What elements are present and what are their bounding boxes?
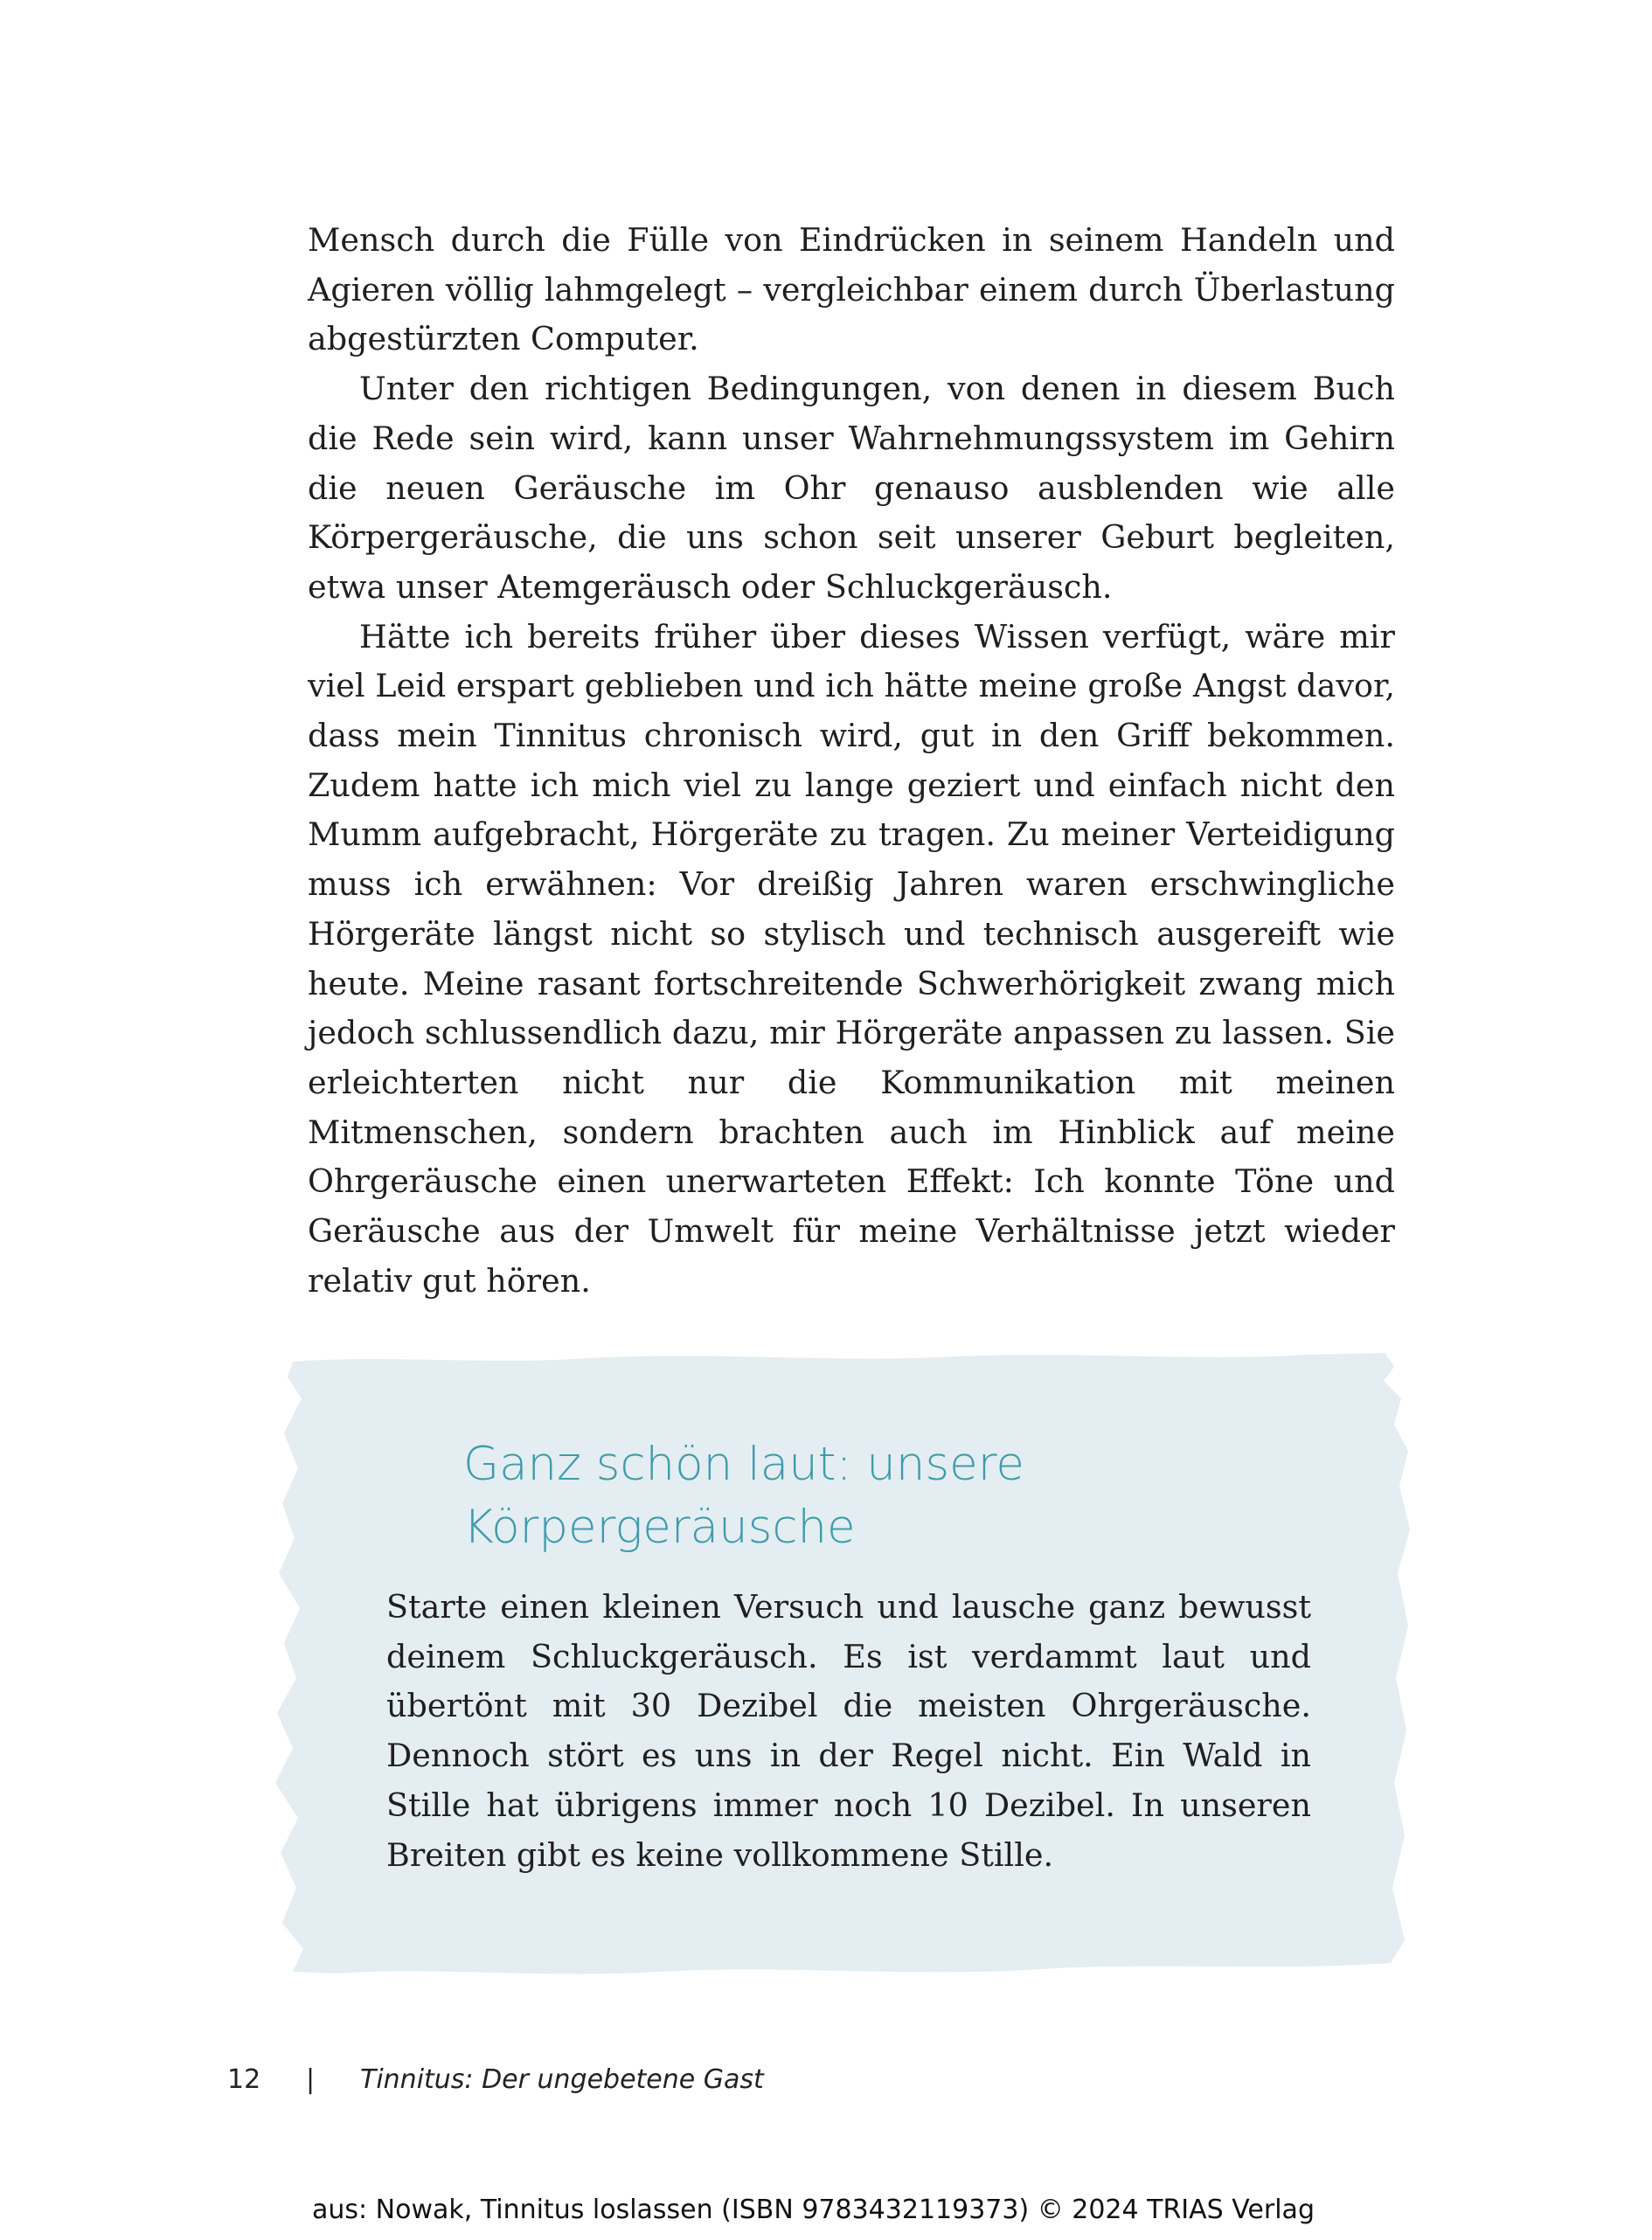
paragraph: Hätte ich bereits früher über dieses Wissen verfügt, wäre mir viel Leid erspart geblieben und ich hätte meine große Angst davor, dass mein Tinnitus chronisch wird, gut in den Griff bekommen. Zudem hatte ich mich viel zu lange geziert und einfach nicht den Mumm aufgebracht, Hörgeräte zu tragen. Zu meiner Verteidigung muss ich erwähnen: Vor dreißig Jahren waren erschwingliche Hörgeräte längst nicht so stylisch und technisch ausgereift wie heute. Meine rasant fortschreitende Schwerhörigkeit zwang mich jedoch schlussendlich dazu, mir Hörgeräte anpassen zu lassen. Sie erleichterten nicht nur die Kommunikation mit meinen Mitmenschen, sondern brachten auch im Hinblick auf meine Ohrgeräusche einen unerwarteten Effekt: Ich konnte Töne und Geräusche aus der Umwelt für meine Verhältnisse jetzt wieder relativ gut hören.: [308, 617, 1395, 1300]
copyright-notice: aus: Nowak, Tinnitus loslassen (ISBN 9783432119373) © 2024 TRIAS Verlag: [312, 2195, 1315, 2225]
paragraph: Mensch durch die Fülle von Eindrücken in seinem Handeln und Agieren völlig lahmgelegt – vergleichbar einem durch Überlastung abgestürzten Computer.: [308, 221, 1395, 358]
infobox-title: Ganz schön laut: unsere Körpergeräusche: [463, 1438, 1024, 1554]
page-number: 12: [227, 2064, 261, 2095]
running-title: Tinnitus: Der ungebetene Gast: [360, 2064, 764, 2095]
infobox-text: Starte einen kleinen Versuch und lausche ganz bewusst deinem Schluckgeräusch. Es ist verdammt laut und übertönt mit 30 Dezibel die meisten Ohrgeräusche. Dennoch stört es uns in der Regel nicht. Ein Wald in Stille hat übrigens immer noch 10 Dezibel. In unseren Breiten gibt es keine vollkommene Stille.: [386, 1588, 1311, 1874]
page-footer: [227, 2063, 764, 2098]
main-text: [308, 216, 1395, 1306]
paragraph: Unter den richtigen Bedingungen, von denen in diesem Buch die Rede sein wird, kann unser Wahrnehmungssystem im Gehirn die neuen Geräusche im Ohr genauso ausblenden wie alle Körpergeräusche, die uns schon seit unserer Geburt begleiten, etwa unser Atemgeräusch oder Schluckgeräusch.: [308, 370, 1395, 606]
footer-separator: |: [306, 2064, 316, 2095]
